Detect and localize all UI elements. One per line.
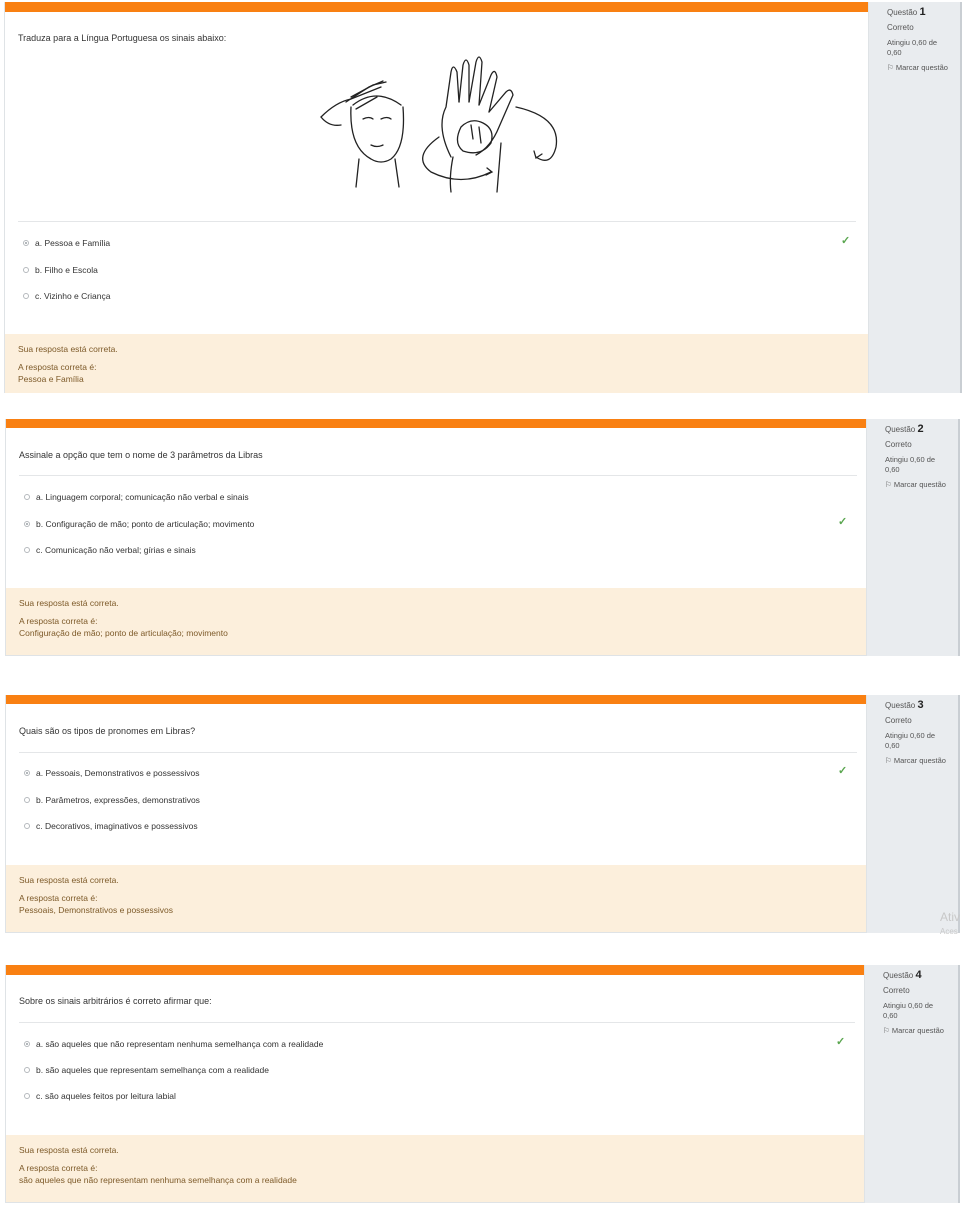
option-label: c. Vizinho e Criança [35, 291, 111, 301]
option-label: a. Pessoais, Demonstrativos e possessivos [36, 768, 200, 778]
question-number: Questão 4 [883, 969, 922, 981]
option-label: a. são aqueles que não representam nenhuma semelhança com a realidade [36, 1039, 324, 1049]
flag-question-link[interactable]: ⚐ Marcar questão [883, 1026, 944, 1035]
flag-icon: ⚐ [885, 756, 892, 765]
question-info-panel [865, 965, 960, 1203]
feedback-box [5, 334, 868, 393]
flag-icon: ⚐ [883, 1026, 890, 1035]
radio-selected-icon[interactable] [24, 770, 30, 776]
question-info-panel [867, 695, 960, 933]
answer-option-b[interactable] [24, 519, 254, 529]
answer-option-b[interactable] [23, 265, 98, 275]
feedback-status: Sua resposta está correta. [19, 1145, 119, 1155]
answer-option-b[interactable] [24, 795, 200, 805]
option-label: a. Pessoa e Família [35, 238, 111, 248]
feedback-correct-label: A resposta correta é: [18, 362, 97, 372]
option-label: b. Configuração de mão; ponto de articulação; movimento [36, 519, 255, 529]
correct-check-icon: ✓ [841, 235, 851, 247]
answer-option-c[interactable] [24, 545, 196, 555]
option-label: c. Comunicação não verbal; gírias e sinais [36, 545, 196, 555]
radio-selected-icon[interactable] [23, 240, 29, 246]
question-state: Correto [885, 716, 912, 725]
answer-option-a[interactable] [23, 238, 110, 248]
question-card [5, 695, 867, 933]
question-grade: Atingiu 0,60 de 0,60 [883, 1001, 934, 1020]
answer-option-c[interactable] [24, 821, 198, 831]
radio-icon[interactable] [24, 547, 30, 553]
question-state: Correto [887, 23, 914, 32]
question-accent-bar [6, 695, 866, 704]
question-number: Questão 2 [885, 423, 924, 435]
flag-question-link[interactable]: ⚐ Marcar questão [885, 480, 946, 489]
feedback-correct-label: A resposta correta é: [19, 893, 98, 903]
separator [18, 221, 856, 222]
radio-selected-icon[interactable] [24, 1041, 30, 1047]
radio-icon[interactable] [23, 293, 29, 299]
question-number: Questão 3 [885, 699, 924, 711]
feedback-correct-label: A resposta correta é: [19, 1163, 98, 1173]
question-state: Correto [885, 440, 912, 449]
libras-signs-illustration-icon [311, 47, 571, 197]
question-accent-bar [5, 2, 868, 12]
feedback-box [6, 1135, 864, 1202]
question-2 [0, 419, 964, 657]
question-3 [0, 695, 964, 935]
question-text: Quais são os tipos de pronomes em Libras? [19, 726, 196, 736]
flag-question-link[interactable]: ⚐ Marcar questão [887, 63, 948, 72]
radio-selected-icon[interactable] [24, 521, 30, 527]
flag-question-link[interactable]: ⚐ Marcar questão [885, 756, 946, 765]
question-card [4, 2, 869, 393]
question-info-panel [867, 419, 960, 656]
option-label: c. são aqueles feitos por leitura labial [36, 1091, 176, 1101]
flag-icon: ⚐ [887, 63, 894, 72]
option-label: b. Parâmetros, expressões, demonstrativos [36, 795, 200, 805]
activation-watermark: Ativ [940, 910, 961, 924]
radio-icon[interactable] [24, 1093, 30, 1099]
feedback-correct-answer: Configuração de mão; ponto de articulação; movimento [19, 628, 228, 638]
answer-option-a[interactable] [24, 768, 199, 778]
feedback-correct-answer: Pessoais, Demonstrativos e possessivos [19, 905, 174, 915]
correct-check-icon: ✓ [836, 1036, 846, 1048]
correct-check-icon: ✓ [838, 516, 848, 528]
question-1 [0, 0, 964, 395]
separator [19, 475, 857, 476]
feedback-status: Sua resposta está correta. [19, 598, 119, 608]
activation-watermark-sub: Aces [940, 927, 958, 936]
option-label: a. Linguagem corporal; comunicação não verbal e sinais [36, 492, 249, 502]
question-text: Assinale a opção que tem o nome de 3 parâmetros da Libras [19, 450, 263, 460]
question-number: Questão 1 [887, 6, 926, 18]
feedback-box [6, 588, 866, 655]
feedback-status: Sua resposta está correta. [19, 875, 119, 885]
feedback-correct-answer: são aqueles que não representam nenhuma semelhança com a realidade [19, 1175, 297, 1185]
question-info-panel [869, 2, 962, 393]
question-grade: Atingiu 0,60 de 0,60 [885, 731, 936, 750]
radio-icon[interactable] [23, 267, 29, 273]
option-label: c. Decorativos, imaginativos e possessivos [36, 821, 198, 831]
question-state: Correto [883, 986, 910, 995]
radio-icon[interactable] [24, 797, 30, 803]
question-grade: Atingiu 0,60 de 0,60 [887, 38, 938, 57]
flag-icon: ⚐ [885, 480, 892, 489]
correct-check-icon: ✓ [838, 765, 848, 777]
answer-option-a[interactable] [24, 492, 249, 502]
feedback-correct-label: A resposta correta é: [19, 616, 98, 626]
question-grade: Atingiu 0,60 de 0,60 [885, 455, 936, 474]
answer-option-c[interactable] [23, 291, 110, 301]
question-accent-bar [6, 419, 866, 428]
radio-icon[interactable] [24, 823, 30, 829]
separator [19, 1022, 855, 1023]
answer-option-a[interactable] [24, 1039, 323, 1049]
option-label: b. Filho e Escola [35, 265, 98, 275]
answer-option-c[interactable] [24, 1091, 176, 1101]
question-4 [0, 965, 964, 1205]
radio-icon[interactable] [24, 494, 30, 500]
question-card [5, 965, 865, 1203]
option-label: b. são aqueles que representam semelhança com a realidade [36, 1065, 269, 1075]
question-card [5, 419, 867, 656]
question-accent-bar [6, 965, 864, 975]
feedback-correct-answer: Pessoa e Família [18, 374, 84, 384]
question-text: Sobre os sinais arbitrários é correto afirmar que: [19, 996, 212, 1006]
feedback-box [6, 865, 866, 932]
answer-option-b[interactable] [24, 1065, 269, 1075]
question-text: Traduza para a Língua Portuguesa os sinais abaixo: [18, 33, 227, 43]
radio-icon[interactable] [24, 1067, 30, 1073]
feedback-status: Sua resposta está correta. [18, 344, 118, 354]
separator [19, 752, 857, 753]
